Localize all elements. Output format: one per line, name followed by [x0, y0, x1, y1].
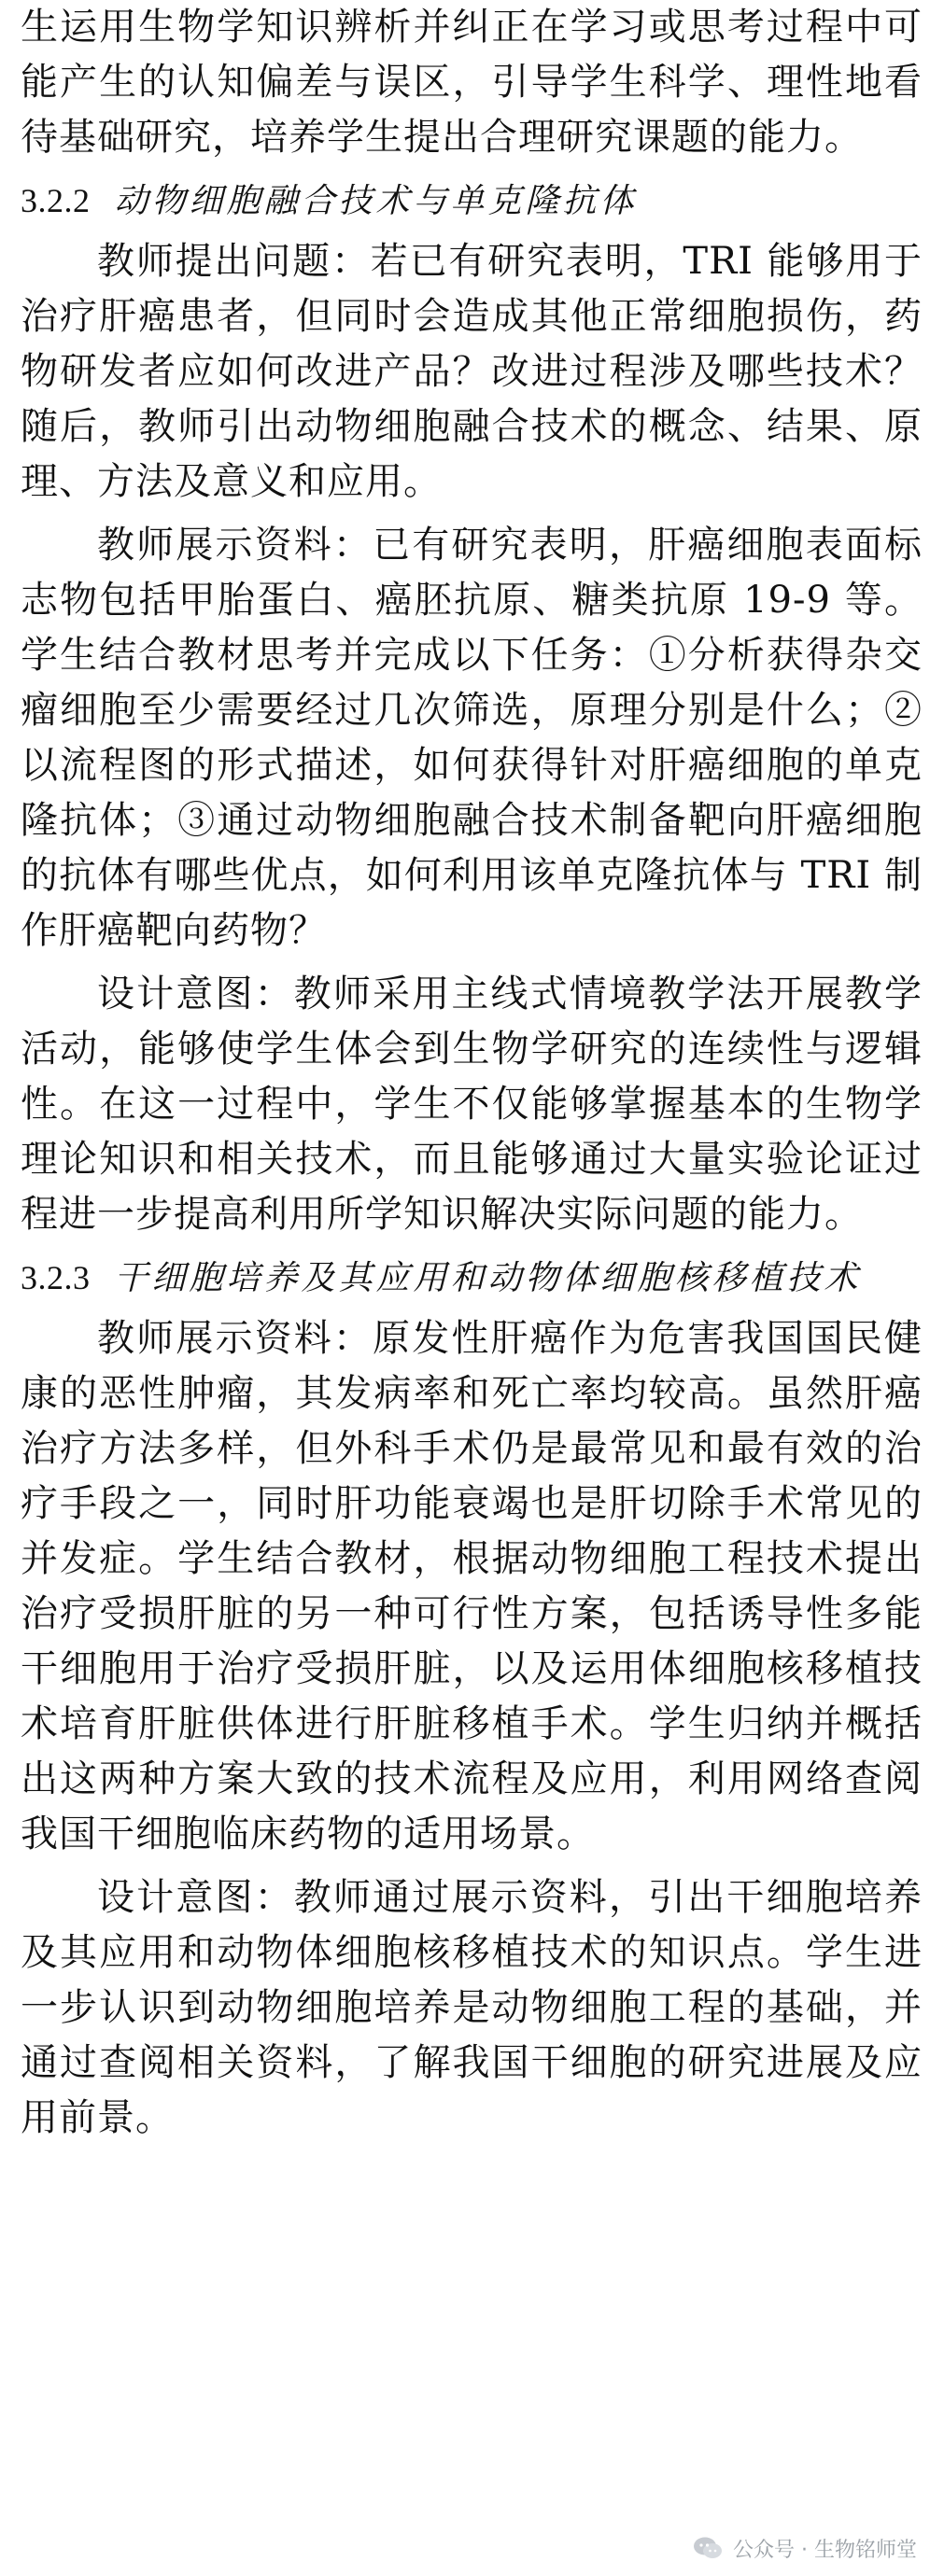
paragraph-teacher-materials: 教师展示资料：已有研究表明，肝癌细胞表面标志物包括甲胎蛋白、癌胚抗原、糖类抗原 19-9 等。学生结合教材思考并完成以下任务：①分析获得杂交瘤细胞至少需要经过几次筛选，原理分别是什么；②以流程图的形式描述，如何获得针对肝癌细胞的单克隆抗体；③通过动物细胞融合技术制备靶向肝癌细胞的抗体有哪些优点，如何利用该单克隆抗体与 TRI 制作肝癌靶向药物？	[21, 524, 923, 952]
section-number: 3.2.2	[21, 182, 91, 219]
paragraph-continuation: 生运用生物学知识辨析并纠正在学习或思考过程中可能产生的认知偏差与误区，引导学生科学、理性地看待基础研究，培养学生提出合理研究课题的能力。	[21, 6, 923, 159]
section-heading-3-2-2	[21, 174, 923, 229]
paragraph-design-intent: 设计意图：教师采用主线式情境教学法开展教学活动，能够使学生体会到生物学研究的连续性与逻辑性。在这一过程中，学生不仅能够掌握基本的生物学理论知识和相关技术，而且能够通过大量实验论证过程进一步提高利用所学知识解决实际问题的能力。	[21, 973, 923, 1236]
paragraph-teacher-question: 教师提出问题：若已有研究表明，TRI 能够用于治疗肝癌患者，但同时会造成其他正常细胞损伤，药物研发者应如何改进产品？改进过程涉及哪些技术？随后，教师引出动物细胞融合技术的概念、结果、原理、方法及意义和应用。	[21, 240, 923, 503]
section-title: 动物细胞融合技术与单克隆抗体	[114, 182, 638, 220]
section-title: 干细胞培养及其应用和动物体细胞核移植技术	[114, 1259, 862, 1297]
section-number: 3.2.3	[21, 1259, 91, 1296]
section-heading-3-2-3	[21, 1251, 923, 1306]
watermark-text: 公众号 · 生物铭师堂	[733, 2539, 917, 2562]
paragraph-design-intent: 设计意图：教师通过展示资料，引出干细胞培养及其应用和动物体细胞核移植技术的知识点。学生进一步认识到动物细胞培养是动物细胞工程的基础，并通过查阅相关资料，了解我国干细胞的研究进展及应用前景。	[21, 1876, 923, 2139]
paragraph-teacher-materials: 教师展示资料：原发性肝癌作为危害我国国民健康的恶性肿瘤，其发病率和死亡率均较高。虽然肝癌治疗方法多样，但外科手术仍是最常见和最有效的治疗手段之一，同时肝功能衰竭也是肝切除手术常见的并发症。学生结合教材，根据动物细胞工程技术提出治疗受损肝脏的另一种可行性方案，包括诱导性多能干细胞用于治疗受损肝脏，以及运用体细胞核移植技术培育肝脏供体进行肝脏移植手术。学生归纳并概括出这两种方案大致的技术流程及应用，利用网络查阅我国干细胞临床药物的适用场景。	[21, 1317, 923, 1855]
wechat-icon	[692, 2535, 724, 2563]
watermark	[692, 2534, 917, 2563]
